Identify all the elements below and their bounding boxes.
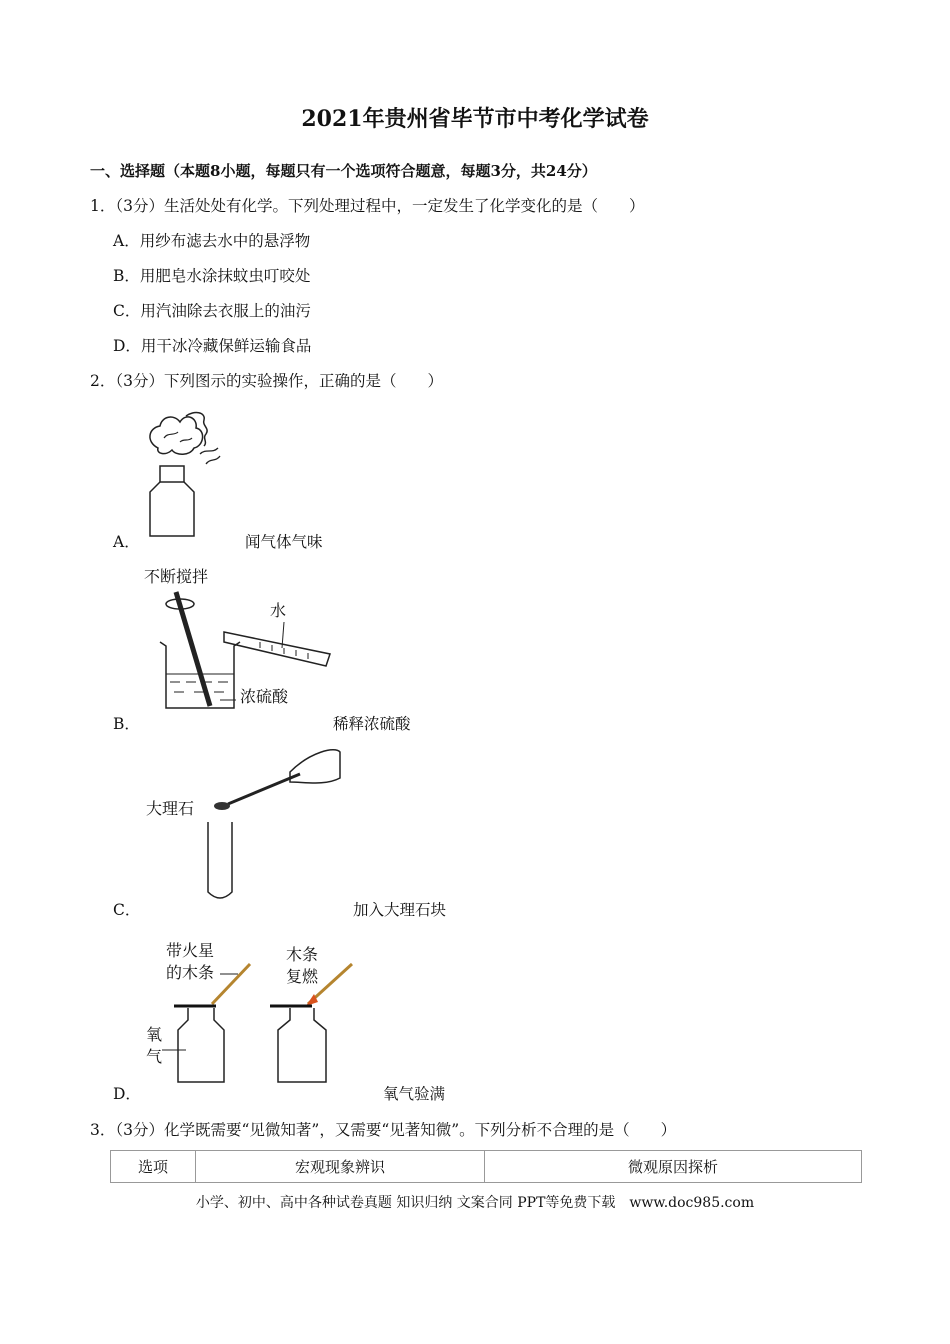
q2-option-a-caption: 闻气体气味	[245, 533, 323, 551]
q3-table	[110, 1150, 862, 1183]
glowing-splint-label-2: 的木条	[166, 963, 215, 982]
q2-option-c-caption: 加入大理石块	[353, 901, 447, 919]
q2-option-b-caption: 稀释浓硫酸	[333, 715, 411, 733]
q1-option-b: B．用肥皂水涂抹蚊虫叮咬处	[113, 267, 311, 285]
oxygen-check-illustration	[140, 934, 370, 1090]
water-label: 水	[270, 601, 287, 620]
q1-option-a: A．用纱布滤去水中的悬浮物	[113, 232, 311, 250]
dilute-acid-illustration	[140, 562, 340, 712]
q2-option-b-letter: B．	[113, 715, 140, 733]
page-footer: 小学、初中、高中各种试卷真题 知识归纳 文案合同 PPT等免费下载 www.doc985.com	[195, 1195, 755, 1211]
q2-option-d-letter: D．	[113, 1085, 141, 1103]
glowing-splint-label-1: 带火星	[166, 941, 215, 960]
table-header-option: 选项	[111, 1151, 196, 1183]
table-header-row	[111, 1151, 862, 1183]
table-header-micro: 微观原因探析	[485, 1151, 862, 1183]
marble-label: 大理石	[146, 799, 195, 818]
oxygen-label-1: 氧	[146, 1025, 163, 1044]
add-marble-illustration	[140, 742, 350, 902]
page-title: 2021年贵州省毕节市中考化学试卷	[301, 106, 649, 132]
stir-label: 不断搅拌	[144, 567, 209, 586]
question-3-stem: 3．（3分）化学既需要“见微知著”，又需要“见著知微”。下列分析不合理的是（ ）	[90, 1121, 677, 1139]
smell-gas-illustration	[140, 408, 230, 543]
question-1-stem: 1．（3分）生活处处有化学。下列处理过程中，一定发生了化学变化的是（ ）	[90, 197, 645, 215]
question-2-stem: 2．（3分）下列图示的实验操作，正确的是（ ）	[90, 372, 443, 390]
q1-option-c: C．用汽油除去衣服上的油污	[113, 302, 311, 320]
q2-option-a-letter: A．	[113, 533, 140, 551]
oxygen-label-2: 气	[146, 1047, 163, 1066]
q2-option-d-caption: 氧气验满	[383, 1085, 446, 1103]
table-header-macro: 宏观现象辨识	[196, 1151, 485, 1183]
section-heading: 一、选择题（本题8小题，每题只有一个选项符合题意，每题3分，共24分）	[90, 162, 597, 180]
acid-label: 浓硫酸	[240, 687, 289, 706]
q1-option-d: D．用干冰冷藏保鲜运输食品	[113, 337, 312, 355]
relight-label-1: 木条	[286, 945, 319, 964]
q2-option-c-letter: C．	[113, 901, 141, 919]
relight-label-2: 复燃	[286, 967, 319, 986]
